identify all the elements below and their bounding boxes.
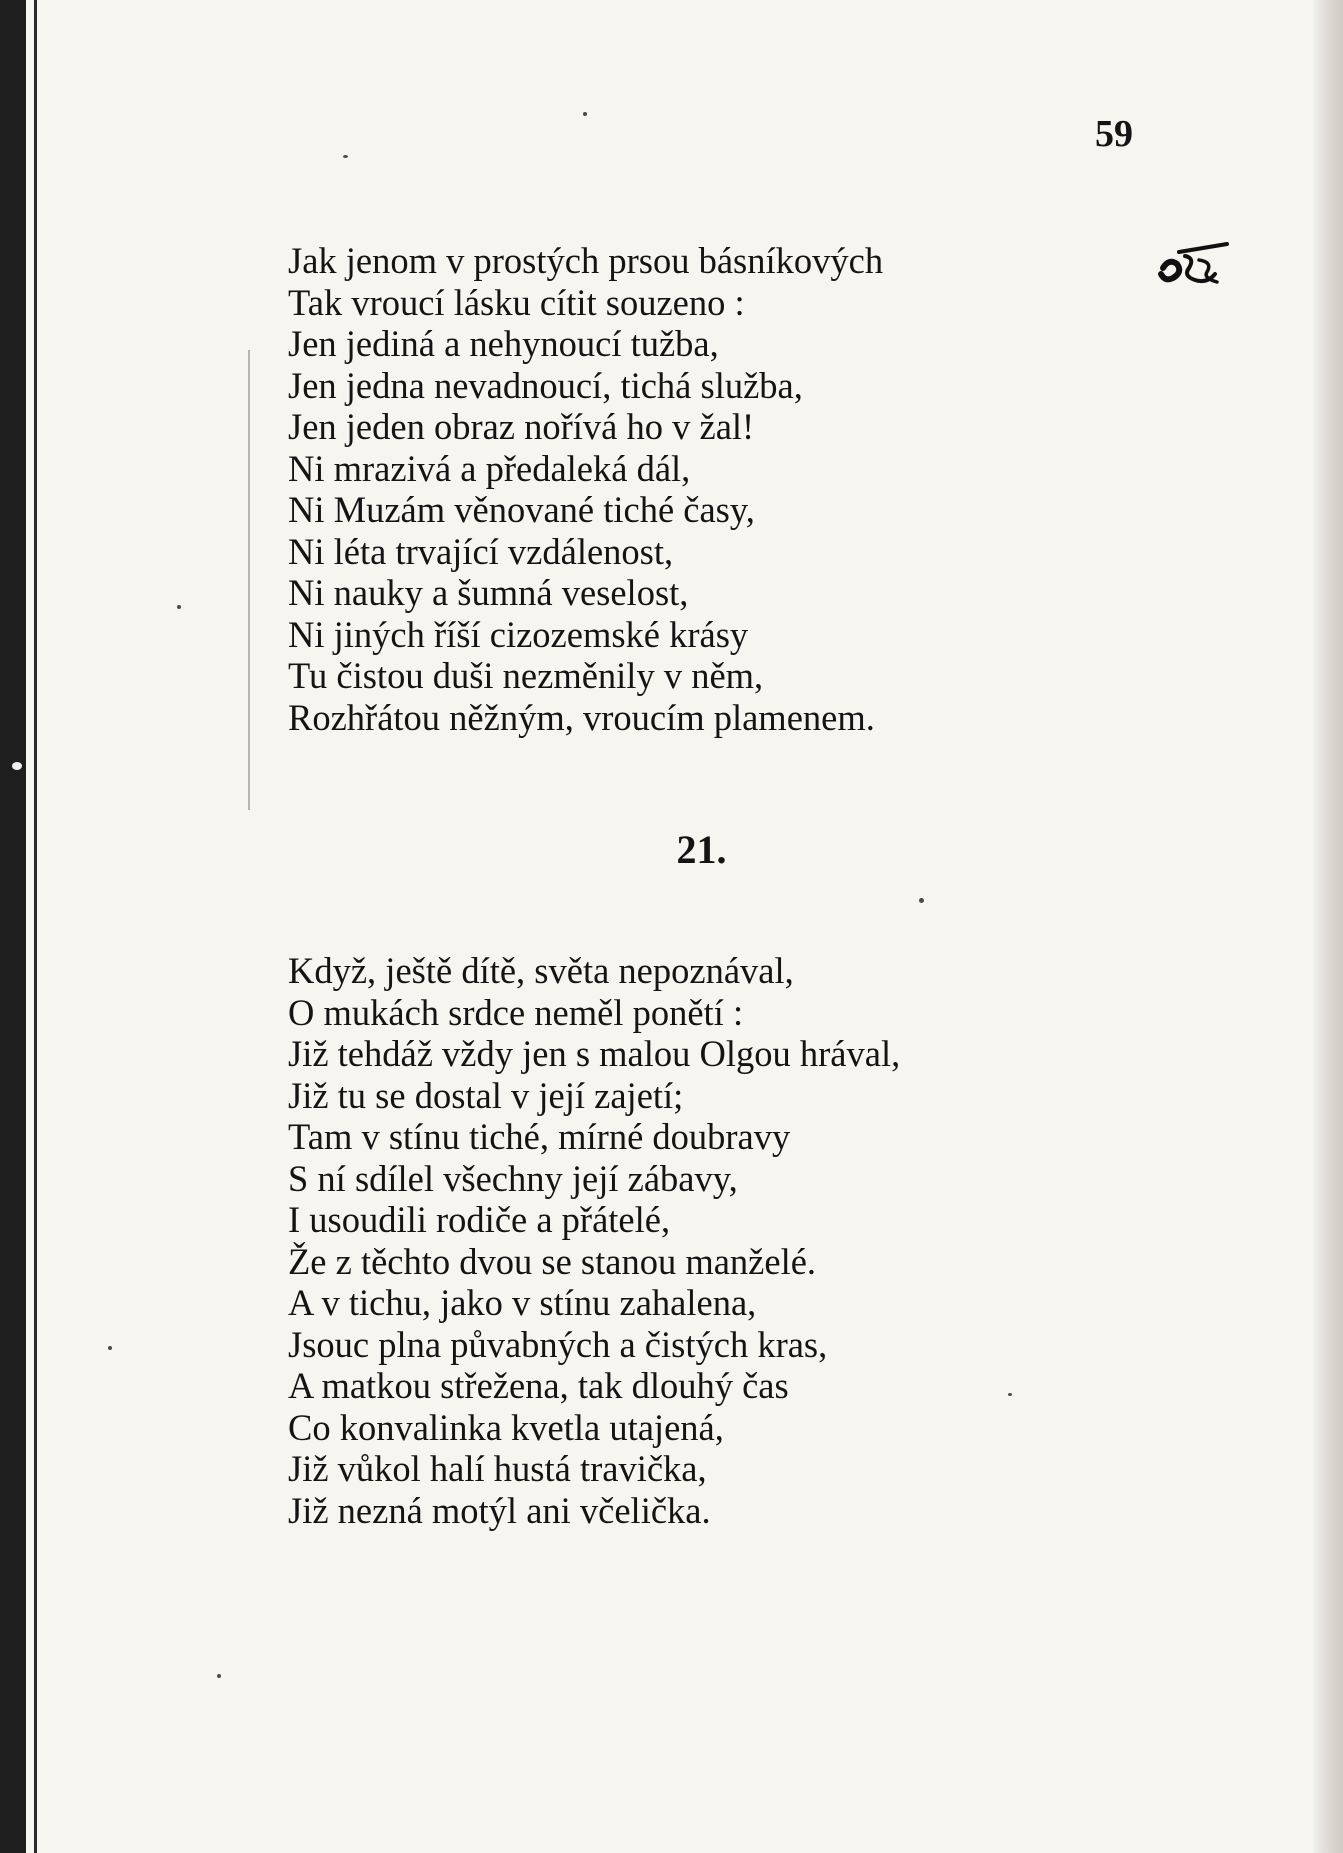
poem-line: Jak jenom v prostých prsou básníkových xyxy=(288,240,884,281)
section-number: 21. xyxy=(676,827,727,872)
poem-line: Jen jeden obraz nořívá ho v žal! xyxy=(288,406,755,447)
paper-speck xyxy=(1008,1393,1012,1396)
paper-speck xyxy=(108,1346,112,1350)
poem-line: Tam v stínu tiché, mírné doubravy xyxy=(288,1116,791,1157)
scan-left-border xyxy=(0,0,26,1853)
poem-line: Již tehdáž vždy jen s malou Olgou hrával, xyxy=(288,1033,901,1074)
poem-line: Rozhřátou něžným, vroucím plamenem. xyxy=(288,696,875,738)
page-right-edge xyxy=(1313,0,1343,1853)
poem-line: A v tichu, jako v stínu zahalena, xyxy=(288,1282,757,1323)
poem-line: Ni nauky a šumná veselost, xyxy=(288,572,689,613)
paper-speck xyxy=(217,1674,221,1678)
paper-speck xyxy=(583,112,587,116)
poem-line: Ni jiných říší cizozemské krásy xyxy=(288,613,749,655)
poem-line: Tu čistou duši nezměnily v něm, xyxy=(288,655,764,696)
poem-line: Co konvalinka kvetla utajená, xyxy=(288,1406,724,1448)
stanza-1 xyxy=(288,240,883,738)
poem-line: Tak vroucí lásku cítit souzeno : xyxy=(288,281,745,323)
gutter-shadow xyxy=(248,350,250,810)
paper-speck xyxy=(177,605,181,609)
page-number: 59 xyxy=(1095,113,1133,155)
poem-line: Když, ještě dítě, světa nepoznával, xyxy=(288,950,794,991)
handwritten-mark-icon xyxy=(1155,238,1235,298)
poem-line: Že z těchto dvou se stanou manželé. xyxy=(288,1240,817,1282)
poem-line: Již tu se dostal v její zajetí; xyxy=(288,1074,684,1116)
poem-line: O mukách srdce neměl ponětí : xyxy=(288,991,744,1033)
paper-speck xyxy=(919,898,924,903)
poem-line: S ní sdílel všechny její zábavy, xyxy=(288,1157,738,1199)
poem-line: Jen jediná a nehynoucí tužba, xyxy=(288,323,719,364)
poem-line: Ni léta trvající vzdálenost, xyxy=(288,530,674,572)
poem-line: Jen jedna nevadnoucí, tichá služba, xyxy=(288,364,803,406)
poem-line: I usoudili rodiče a přátelé, xyxy=(288,1199,671,1240)
paper-speck xyxy=(12,762,22,770)
stanza-2 xyxy=(288,950,900,1531)
scan-border-line xyxy=(34,0,37,1853)
paper-speck xyxy=(343,155,348,158)
poem-line: A matkou střežena, tak dlouhý čas xyxy=(288,1365,789,1406)
poem-line: Již vůkol halí hustá travička, xyxy=(288,1448,707,1489)
poem-line: Jsouc plna půvabných a čistých kras, xyxy=(288,1323,828,1365)
poem-line: Již nezná motýl ani včelička. xyxy=(288,1489,711,1531)
poem-line: Ni Muzám věnované tiché časy, xyxy=(288,489,755,530)
poem-line: Ni mrazivá a předaleká dál, xyxy=(288,447,691,489)
